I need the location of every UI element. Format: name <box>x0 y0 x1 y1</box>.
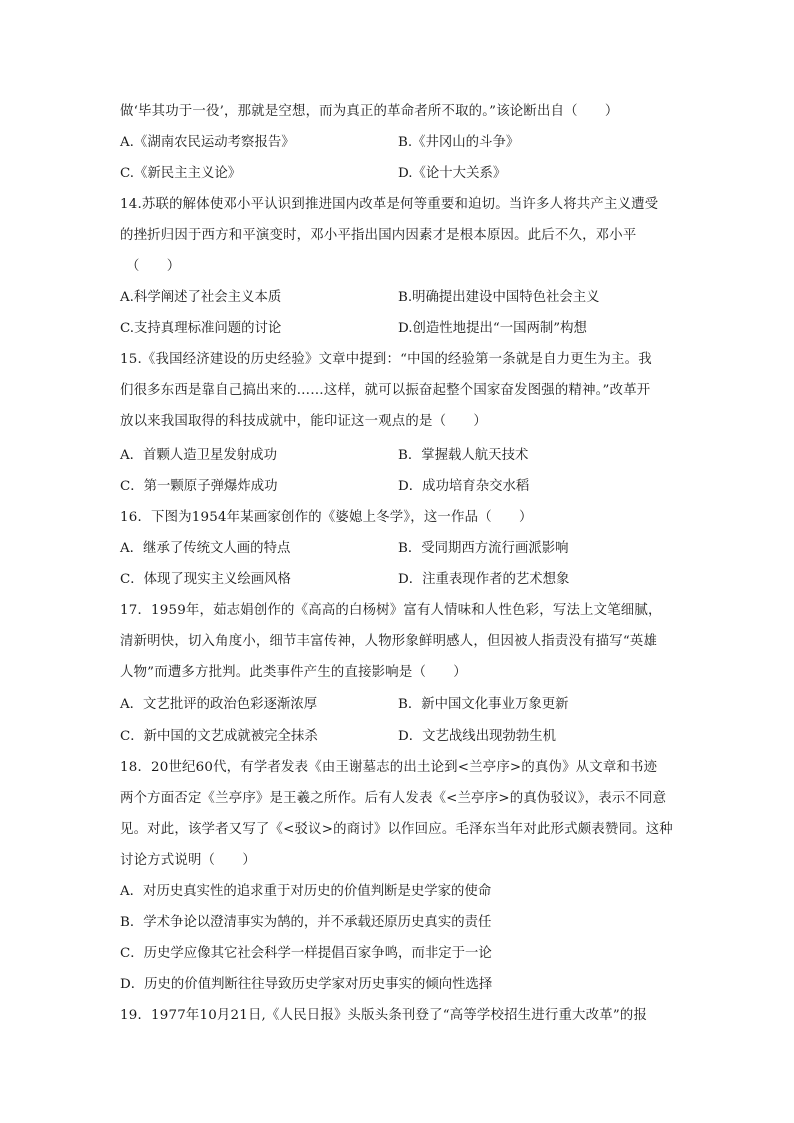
q13-option-d: D.《论十大关系》 <box>398 166 507 181</box>
q17-stem-line-2: 清新明快，切入角度小，细节丰富传神，人物形象鲜明感人，但因被人指责没有描写“英雄 <box>120 634 658 649</box>
q16-stem: 16．下图为1954年某画家创作的《婆媳上冬学》，这一作品（ ） <box>120 510 533 525</box>
q15-option-d: D．成功培育杂交水稻 <box>398 479 530 494</box>
q13-option-c: C.《新民主主义论》 <box>120 166 242 181</box>
q14-option-b: B.明确提出建设中国特色社会主义 <box>398 290 600 305</box>
q15-stem-line-1: 15.《我国经济建设的历史经验》文章中提到：“中国的经验第一条就是自力更生为主。我 <box>120 352 652 367</box>
q17-option-c: C．新中国的文艺成就被完全抹杀 <box>120 729 318 744</box>
q17-stem-line-3: 人物”而遭多方批判。此类事件产生的直接影响是（ ） <box>120 665 467 680</box>
q18-option-d: D．历史的价值判断往往导致历史学家对历史事实的倾向性选择 <box>120 977 493 992</box>
q14-option-c: C.支持真理标准问题的讨论 <box>120 321 282 336</box>
q17-option-d: D．文艺战线出现勃勃生机 <box>398 729 557 744</box>
q14-option-a: A.科学阐述了社会主义本质 <box>120 290 282 305</box>
q19-stem-line-1: 19．1977年10月21日,《人民日报》头版头条刊登了“高等学校招生进行重大改革”的报 <box>120 1008 648 1023</box>
q15-option-b: B．掌握载人航天技术 <box>398 448 529 463</box>
q14-stem-line-3: （ ） <box>126 259 181 274</box>
q16-option-d: D．注重表现作者的艺术想象 <box>398 572 570 587</box>
q18-option-a: A．对历史真实性的追求重于对历史的价值判断是史学家的使命 <box>120 884 492 899</box>
q14-stem-line-1: 14.苏联的解体使邓小平认识到推进国内改革是何等重要和迫切。当许多人将共产主义遭受 <box>120 197 659 212</box>
q16-option-b: B．受同期西方流行画派影响 <box>398 541 569 556</box>
q18-stem-line-4: 讨论方式说明（ ） <box>120 853 256 868</box>
q16-option-a: A．继承了传统文人画的特点 <box>120 541 291 556</box>
q18-stem-line-1: 18．20世纪60代，有学者发表《由王谢墓志的出土论到<兰亭序>的真伪》从文章和书迹 <box>120 760 658 775</box>
q14-stem-line-2: 的挫折归因于西方和平演变时，邓小平指出国内因素才是根本原因。此后不久，邓小平 <box>120 228 637 243</box>
q17-option-a: A．文艺批评的政治色彩逐渐浓厚 <box>120 697 318 712</box>
q14-option-d: D.创造性地提出“一国两制”构想 <box>398 321 587 336</box>
q15-stem-line-2: 们很多东西是靠自己搞出来的……这样，就可以振奋起整个国家奋发图强的精神。”改革开 <box>120 383 651 398</box>
q15-option-c: C．第一颗原子弹爆炸成功 <box>120 479 278 494</box>
q18-stem-line-2: 两个方面否定《兰亭序》是王羲之所作。后有人发表《<兰亭序>的真伪驳议》，表示不同意 <box>120 791 667 806</box>
q18-option-b: B．学术争论以澄清事实为鹄的，并不承载还原历史真实的责任 <box>120 915 492 930</box>
q18-stem-line-3: 见。对此，该学者又写了《<驳议>的商讨》以作回应。毛泽东当年对此形式颇表赞同。这种 <box>120 822 673 837</box>
q13-stem-tail: 做‘毕其功于一役’，那就是空想，而为真正的革命者所不取的。”该论断出自（ ） <box>120 104 619 119</box>
q15-stem-line-3: 放以来我国取得的科技成就中，能印证这一观点的是（ ） <box>120 414 487 429</box>
q17-option-b: B．新中国文化事业万象更新 <box>398 697 569 712</box>
q13-option-a: A.《湖南农民运动考察报告》 <box>120 135 295 150</box>
q16-option-c: C．体现了现实主义绘画风格 <box>120 572 291 587</box>
q13-option-b: B.《井冈山的斗争》 <box>398 135 520 150</box>
q15-option-a: A．首颗人造卫星发射成功 <box>120 448 277 463</box>
q18-option-c: C．历史学应像其它社会科学一样提倡百家争鸣，而非定于一论 <box>120 946 492 961</box>
q17-stem-line-1: 17．1959年，茹志娟创作的《高高的白杨树》富有人情味和人性色彩，写法上文笔细腻， <box>120 603 662 618</box>
